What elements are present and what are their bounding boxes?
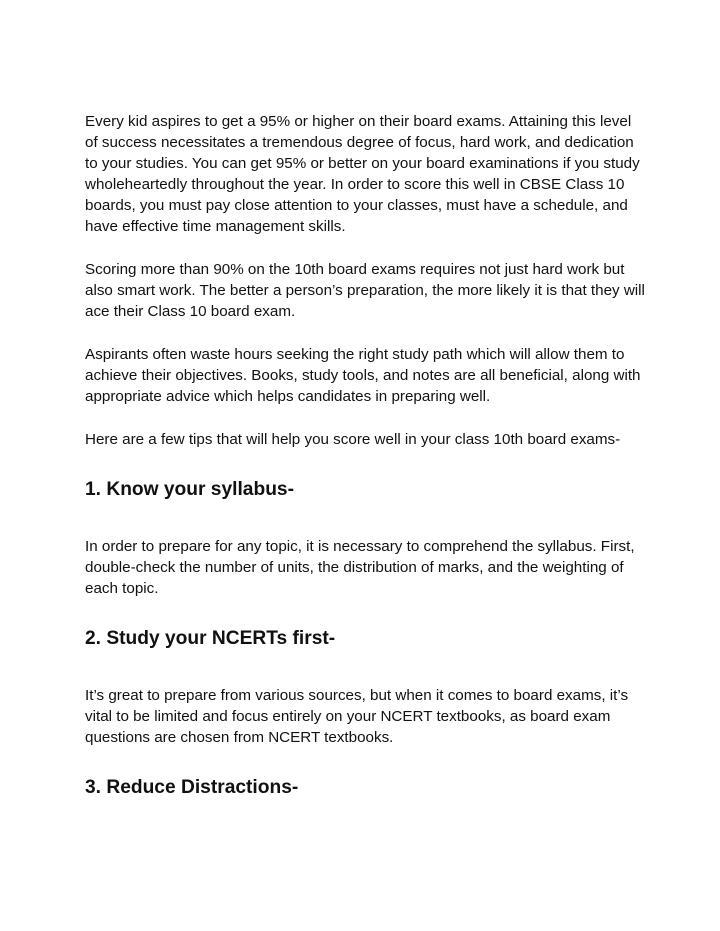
section-heading-2: 2. Study your NCERTs first- bbox=[85, 628, 336, 649]
intro-paragraph-2: Scoring more than 90% on the 10th board exams requires not just hard work but also smart work. The better a person’s preparation, the more likely it is that they will ace their Class 10 board exam. bbox=[85, 261, 645, 320]
intro-paragraph-3: Aspirants often waste hours seeking the right study path which will allow them to achieve their objectives. Books, study tools, and notes are all beneficial, along with appropriate advice which helps candidates in preparing well. bbox=[85, 346, 641, 405]
intro-paragraph-1: Every kid aspires to get a 95% or higher on their board exams. Attaining this level of success necessitates a tremendous degree of focus, hard work, and dedication to your studies. You can get 95% or better on your board examinations if you study wholeheartedly throughout the year. In order to score this well in CBSE Class 10 boards, you must pay close attention to your classes, must have a schedule, and have effective time management skills. bbox=[85, 113, 640, 235]
section-body-1: In order to prepare for any topic, it is necessary to comprehend the syllabus. First, double-check the number of units, the distribution of marks, and the weighting of each topic. bbox=[85, 538, 635, 597]
section-heading-1: 1. Know your syllabus- bbox=[85, 479, 294, 500]
intro-paragraph-4: Here are a few tips that will help you score well in your class 10th board exams- bbox=[85, 431, 621, 448]
document-page bbox=[85, 111, 645, 800]
section-heading-3: 3. Reduce Distractions- bbox=[85, 777, 299, 798]
section-body-2: It’s great to prepare from various sources, but when it comes to board exams, it’s vital to be limited and focus entirely on your NCERT textbooks, as board exam questions are chosen from NCERT textbooks. bbox=[85, 687, 629, 746]
